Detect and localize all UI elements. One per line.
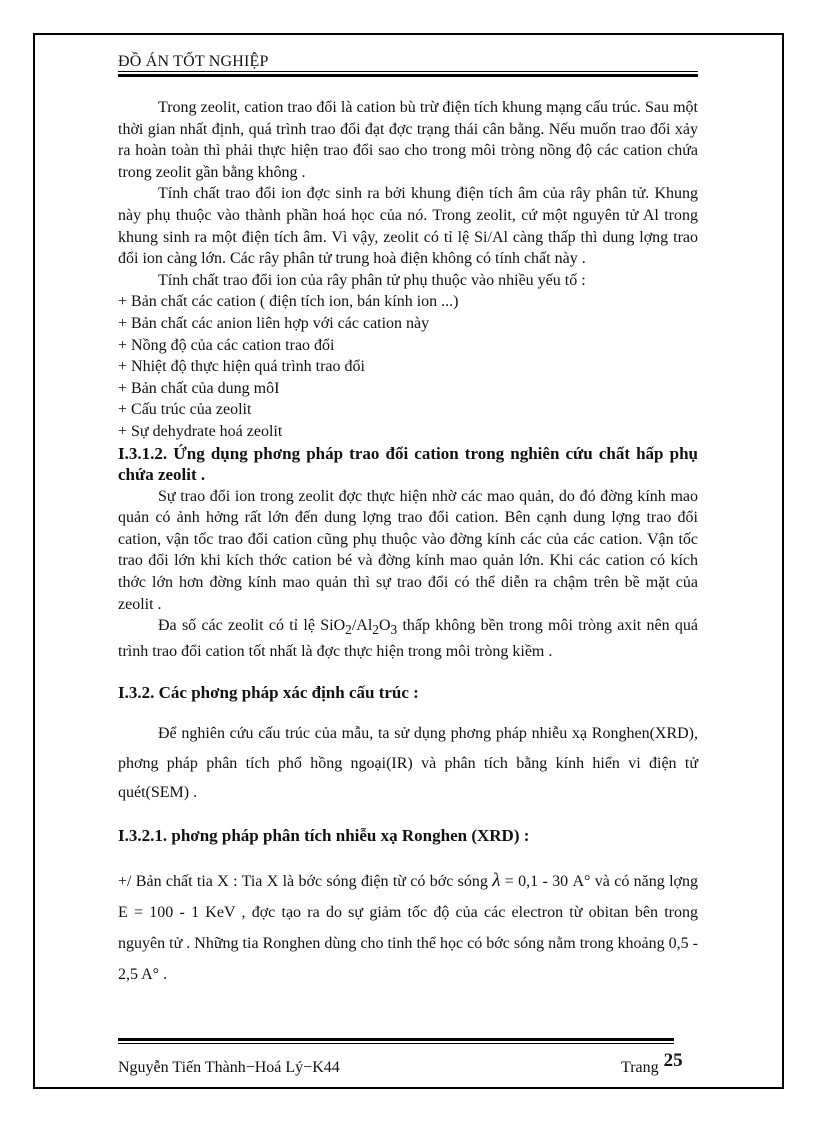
footer-author: Nguyễn Tiến Thành−Hoá Lý−K44 (118, 1059, 340, 1076)
header-rule-thick (118, 74, 698, 77)
paragraph: Tính chất trao đổi ion của rây phân tử phụ thuộc vào nhiều yếu tố : (158, 271, 586, 289)
subscript: 2 (345, 622, 352, 638)
text-run: /Al (351, 617, 373, 635)
paragraph (118, 865, 698, 990)
list-item: + Bản chất các cation ( điện tích ion, bán kính ion ...) (118, 293, 459, 311)
factor-list (118, 291, 698, 442)
text-run: = 0,1 - 30 A° (500, 873, 591, 891)
list-item: + Bản chất các anion liên hợp với các cation này (118, 314, 430, 332)
page-number-value: 25 (663, 1050, 683, 1071)
section-heading: I.3.2.1. phơng pháp phân tích nhiễu xạ Ronghen (XRD) : (118, 825, 530, 845)
subscript: 3 (390, 622, 398, 638)
list-item: + Nồng độ của các cation trao đổi (118, 336, 335, 354)
list-item: + Cấu trúc của zeolit (118, 401, 252, 419)
text-run: O (378, 617, 391, 635)
paragraph: Trong zeolit, cation trao đổi là cation bù trừ điện tích khung mạng cấu trúc. Sau một thời gian nhất định, quá trình trao đổi đạt đợc trạng thái cân bằng. Nếu muốn trao đổi xảy ra hoàn toàn thì phải thực hiện trao đổi sao cho trong môi tròng nồng độ các cation chứa trong zeolit gần bằng không . (118, 99, 698, 181)
section-heading: I.3.1.2. Ứng dụng phơng pháp trao đổi cation trong nghiên cứu chất hấp phụ chứa zeolit . (118, 443, 698, 485)
document-body (118, 97, 698, 990)
text-run: Đa số các zeolit có tỉ lệ SiO (158, 617, 346, 635)
text-run: thấp không bền trong môi tròng axit nên quá trình trao đổi cation tốt nhất là đợc thực hiện trong môi tròng kiềm . (118, 617, 698, 661)
list-item: + Sự dehydrate hoá zeolit (118, 422, 283, 440)
paragraph (118, 615, 698, 662)
subscript: 2 (372, 622, 379, 638)
lambda-symbol: λ (492, 870, 501, 892)
text-run: +/ Bản chất tia X : Tia X là bớc sóng điện từ có bớc sóng (118, 873, 493, 891)
text-run: và có năng lợng E = 100 - 1 KeV , đợc tạo ra do sự giảm tốc độ của các electron từ obitan bên trong nguyên tử . Những tia Ronghen dùng cho tinh thể học có bớc sóng nằm trong khoảng 0,5 - 2,5 A° . (118, 873, 698, 984)
section-heading: I.3.2. Các phơng pháp xác định cấu trúc : (118, 682, 419, 702)
page-label: Trang (621, 1059, 659, 1076)
footer-rule-thin (118, 1043, 674, 1044)
list-item: + Nhiệt độ thực hiện quá trình trao đổi (118, 358, 365, 376)
footer-rule-thick (118, 1038, 674, 1041)
list-item: + Bản chất của dung môI (118, 379, 280, 397)
page-number (621, 1050, 683, 1077)
header-rule-thin (118, 71, 698, 72)
paragraph: Sự trao đổi ion trong zeolit đợc thực hiện nhờ các mao quản, do đó đờng kính mao quản có ảnh hởng rất lớn đến dung lợng trao đổi cation. Bên cạnh dung lợng trao đổi cation, vận tốc trao đổi cation cũng phụ thuộc vào đờng kính các của các cation. Vận tốc trao đổi lớn khi kích thớc cation bé và đờng kính mao quản lớn. Khi các cation có kích thớc lớn hơn đờng kính mao quản thì sự trao đổi có thể diễn ra chậm trên bề mặt của zeolit . (118, 487, 698, 613)
paragraph: Tính chất trao đổi ion đợc sinh ra bởi khung điện tích âm của rây phân tử. Khung này phụ thuộc vào thành phần hoá học của nó. Trong zeolit, cứ một nguyên tử Al trong khung sinh ra một điện tích âm. Vì vậy, zeolit có tỉ lệ Si/Al càng thấp thì dung lợng trao đổi ion càng lớn. Các rây phân tử trung hoà điện không có tính chất này . (118, 185, 698, 268)
header-title: ĐỒ ÁN TỐT NGHIỆP (118, 53, 269, 70)
paragraph: Để nghiên cứu cấu trúc của mẫu, ta sử dụng phơng pháp nhiễu xạ Ronghen(XRD), phơng pháp phân tích phổ hồng ngoại(IR) và phân tích bằng kính hiển vi điện tử quét(SEM) . (118, 725, 698, 802)
